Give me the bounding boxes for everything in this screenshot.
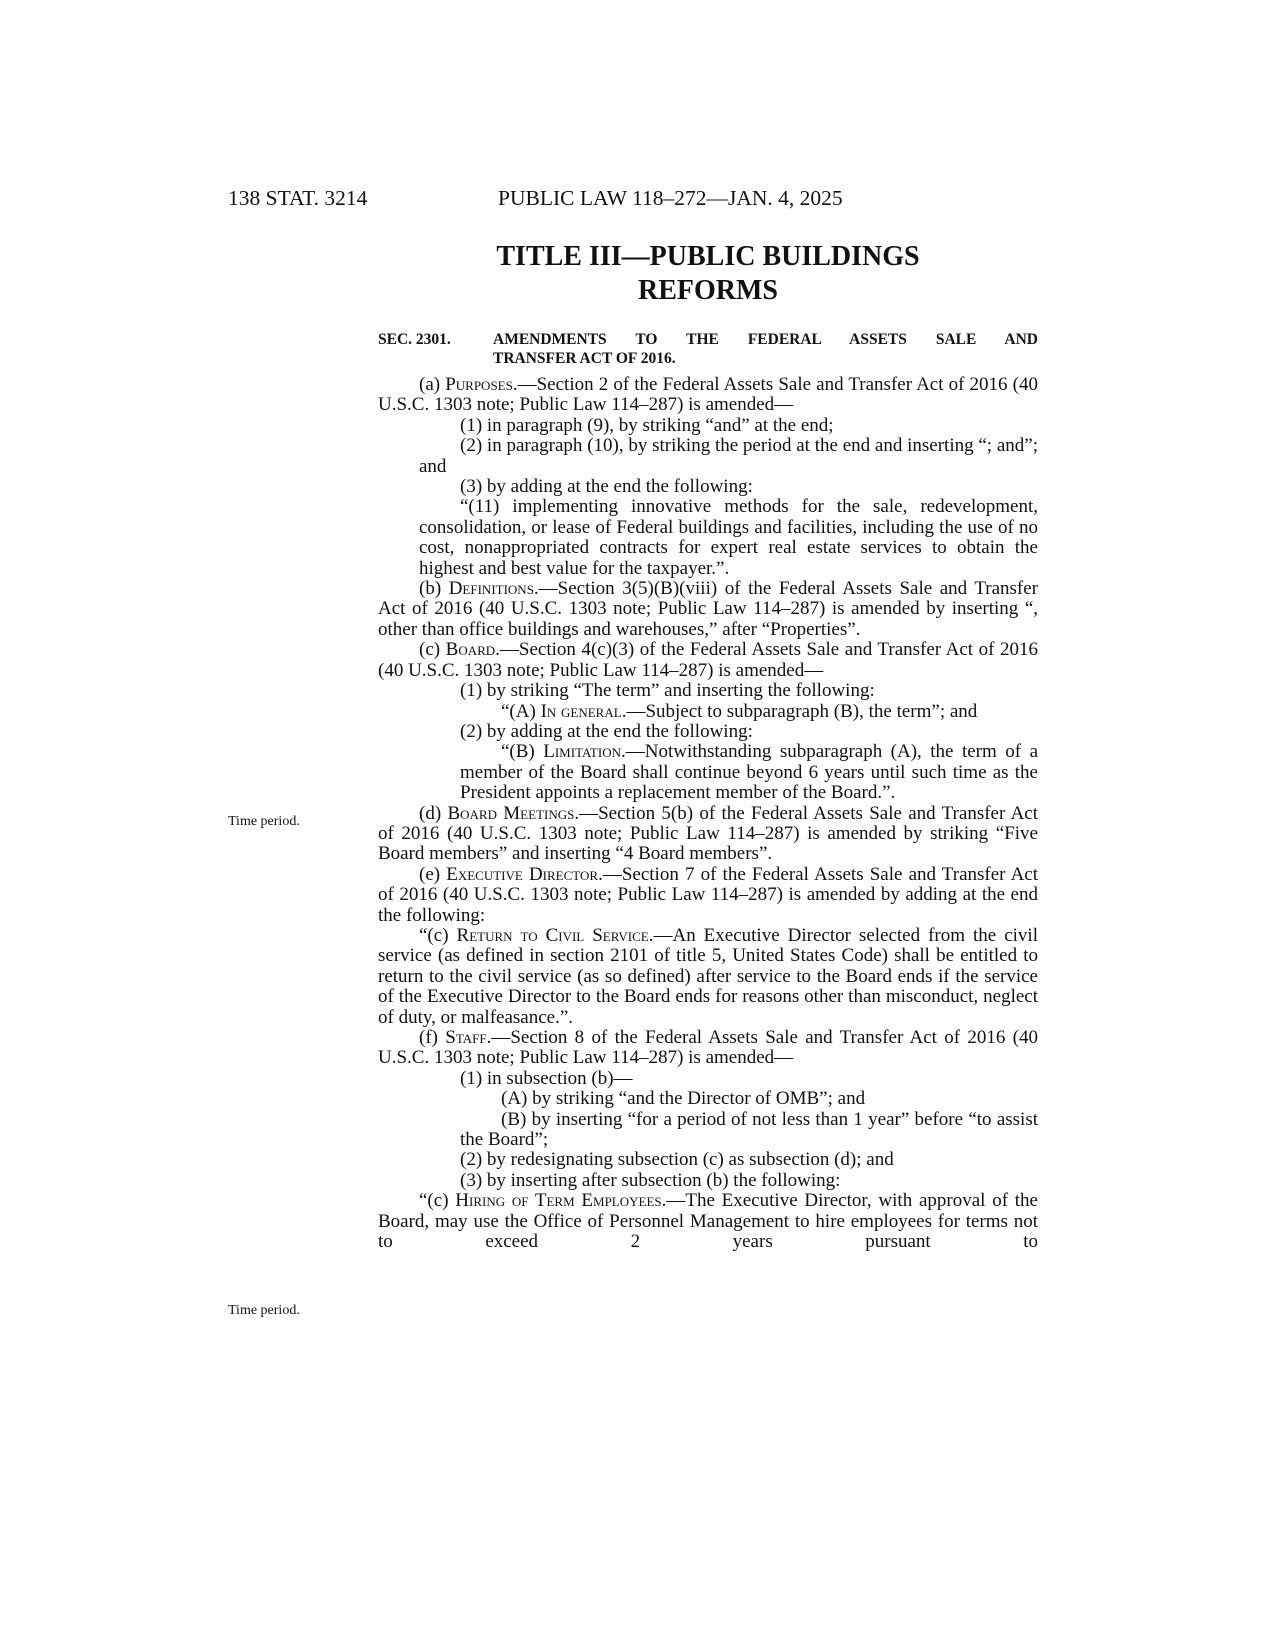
margin-note-time-period-1: Time period. bbox=[228, 814, 300, 829]
quoted-paragraph-11: “(11) implementing innovative methods for the sale, redevelopment, consolidation, or lease of Federal buildings and facilities, including the use of no cost, nonappropriated contracts for expert real estate services to obtain the highest and best value for the taxpayer.”. bbox=[419, 496, 1038, 579]
title-heading bbox=[378, 240, 1038, 308]
quoted-subparagraph-B: “(B) Limitation.—Notwithstanding subparagraph (A), the term of a member of the Board shall continue beyond 6 years until such time as the President appoints a replacement member of the Board.”. bbox=[460, 741, 1038, 804]
subsection-b: (b) Definitions.—Section 3(5)(B)(viii) of the Federal Assets Sale and Transfer Act of 2016 (40 U.S.C. 1303 note; Public Law 114–287) is amended by inserting “, other than office buildings and warehouses,” after “Properties”. bbox=[378, 578, 1038, 640]
section-heading bbox=[378, 330, 1038, 368]
public-law-citation: PUBLIC LAW 118–272—JAN. 4, 2025 bbox=[498, 186, 843, 210]
section-heading-line-1: AMENDMENTS TO THE FEDERAL ASSETS SALE AND bbox=[493, 331, 1038, 348]
paragraph-c1: (1) by striking “The term” and inserting the following: bbox=[460, 680, 875, 702]
subsection-a: (a) Purposes.—Section 2 of the Federal Assets Sale and Transfer Act of 2016 (40 U.S.C. 1303 note; Public Law 114–287) is amended— bbox=[378, 374, 1038, 416]
section-body bbox=[378, 375, 1038, 1252]
section-number: SEC. 2301. bbox=[378, 331, 451, 348]
quoted-subsection-c-return: “(c) Return to Civil Service.—An Executive Director selected from the civil service (as defined in section 2101 of title 5, United States Code) shall be entitled to return to the civil service (as so defined) after service to the Board ends if the service of the Executive Director to the Board ends for reasons other than misconduct, neglect of duty, or malfeasance.”. bbox=[378, 924, 1038, 1028]
paragraph-f3: (3) by inserting after subsection (b) the following: bbox=[460, 1169, 841, 1191]
subsection-c: (c) Board.—Section 4(c)(3) of the Federal Assets Sale and Transfer Act of 2016 (40 U.S.C. 1303 note; Public Law 114–287) is amended— bbox=[378, 639, 1038, 681]
paragraph-f2: (2) by redesignating subsection (c) as subsection (d); and bbox=[460, 1149, 894, 1171]
subparagraph-f1A: (A) by striking “and the Director of OMB”; and bbox=[501, 1088, 866, 1110]
subsection-e: (e) Executive Director.—Section 7 of the Federal Assets Sale and Transfer Act of 2016 (40 U.S.C. 1303 note; Public Law 114–287) is amended by adding at the end the following: bbox=[378, 863, 1039, 926]
subsection-f: (f) Staff.—Section 8 of the Federal Assets Sale and Transfer Act of 2016 (40 U.S.C. 1303 note; Public Law 114–287) is amended— bbox=[378, 1027, 1038, 1069]
paragraph-f1: (1) in subsection (b)— bbox=[460, 1067, 633, 1089]
quoted-subsection-c-hiring: “(c) Hiring of Term Employees.—The Executive Director, with approval of the Board, may use the Office of Personnel Management to hire employees for terms not to exceed 2 years pursuant to bbox=[378, 1190, 1038, 1253]
margin-note-time-period-2: Time period. bbox=[228, 1303, 300, 1318]
quoted-subparagraph-A: “(A) In general.—Subject to subparagraph (B), the term”; and bbox=[501, 700, 978, 722]
subparagraph-f1B: (B) by inserting “for a period of not less than 1 year” before “to assist the Board”; bbox=[460, 1108, 1038, 1151]
paragraph-a3: (3) by adding at the end the following: bbox=[460, 476, 753, 498]
paragraph-a2: (2) in paragraph (10), by striking the period at the end and inserting “; and”; and bbox=[419, 435, 1038, 477]
paragraph-a1: (1) in paragraph (9), by striking “and” at the end; bbox=[460, 414, 834, 436]
section-heading-line-2: TRANSFER ACT OF 2016. bbox=[493, 350, 676, 367]
stat-page-number: 138 STAT. 3214 bbox=[228, 186, 368, 210]
title-line-2: REFORMS bbox=[638, 275, 778, 306]
title-line-1: TITLE III—PUBLIC BUILDINGS bbox=[496, 241, 920, 272]
paragraph-c2: (2) by adding at the end the following: bbox=[460, 720, 753, 742]
subsection-d: (d) Board Meetings.—Section 5(b) of the Federal Assets Sale and Transfer Act of 2016 (40 U.S.C. 1303 note; Public Law 114–287) is amended by striking “Five Board members” and inserting “4 Board members”. bbox=[378, 802, 1038, 865]
